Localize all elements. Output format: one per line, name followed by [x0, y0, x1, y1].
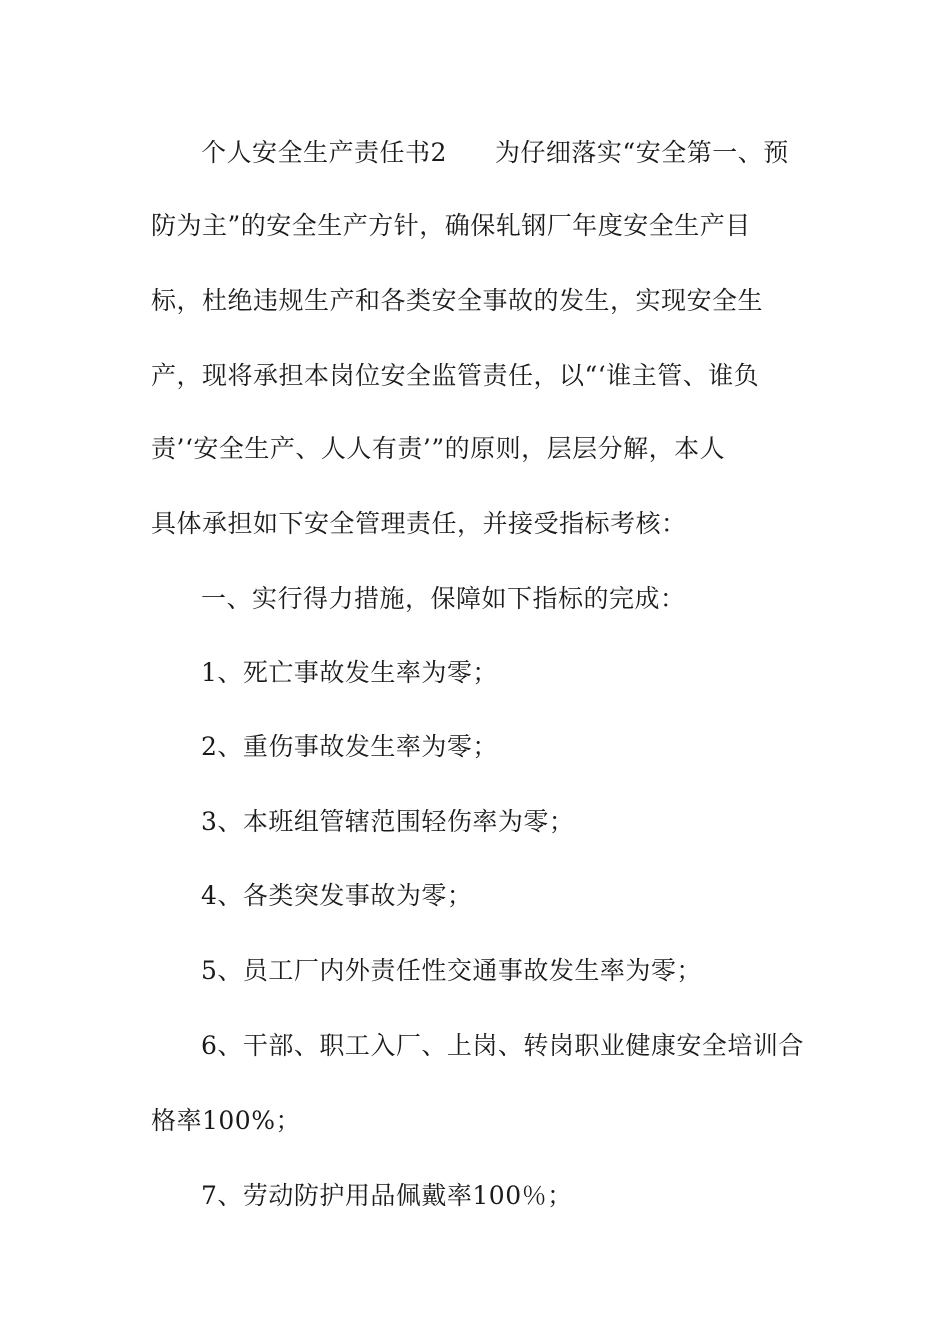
first-line [201, 137, 881, 169]
paragraph1-line-4: 产，现将承担本岗位安全监管责任，以“‘谁主管、谁负 [151, 361, 760, 390]
section1-heading: 一、实行得力措施，保障如下指标的完成： [201, 584, 686, 613]
list-item-7: 7、劳动防护用品佩戴率100％； [201, 1181, 573, 1210]
list-item-1: 1、死亡事故发生率为零； [201, 658, 498, 687]
paragraph1-line-2: 防为主”的安全生产方针，确保轧钢厂年度安全生产目 [151, 211, 751, 240]
document-title: 个人安全生产责任书2 [201, 138, 447, 167]
list-item-6-continued: 格率100%； [151, 1106, 301, 1135]
list-item-3: 3、本班组管辖范围轻伤率为零； [201, 807, 575, 836]
list-item-5: 5、员工厂内外责任性交通事故发生率为零； [201, 956, 702, 985]
list-item-2: 2、重伤事故发生率为零； [201, 732, 498, 761]
list-item-4: 4、各类突发事故为零； [201, 881, 473, 910]
paragraph1-line-6: 具体承担如下安全管理责任，并接受指标考核： [151, 509, 687, 538]
paragraph1-line-5: 责’‘安全生产、人人有责’”的原则，层层分解，本人 [151, 434, 726, 463]
list-item-6: 6、干部、职工入厂、上岗、转岗职业健康安全培训合 [201, 1031, 804, 1060]
paragraph1-line-3: 标，杜绝违规生产和各类安全事故的发生，实现安全生 [151, 286, 764, 315]
paragraph1-line-1: 为仔细落实“安全第一、预 [494, 138, 789, 167]
